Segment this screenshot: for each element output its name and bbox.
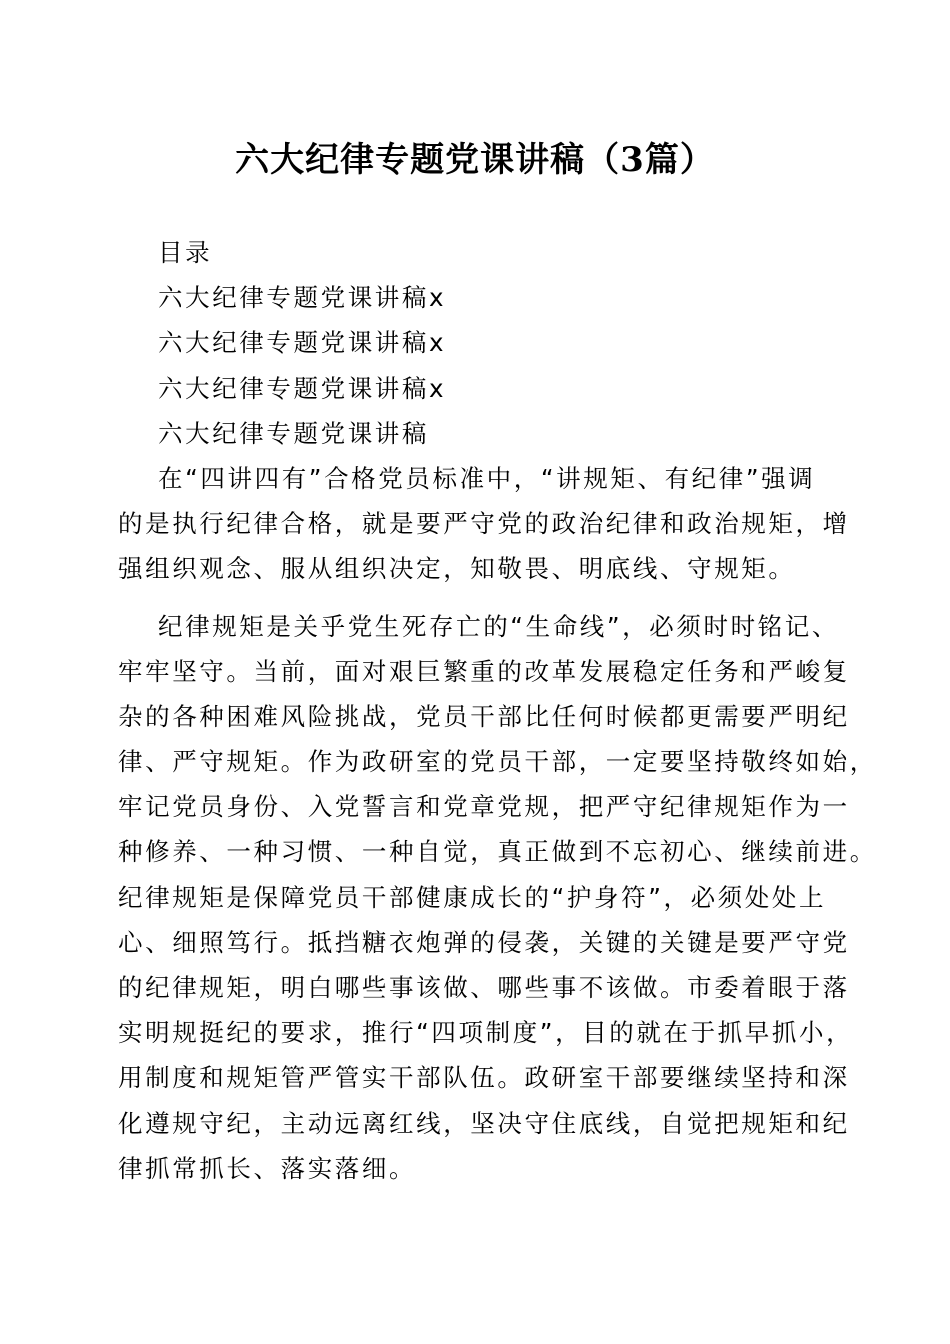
paragraph-line: 实明规挺纪的要求，推行“四项制度”，目的就在于抓早抓小，: [118, 1018, 854, 1048]
paragraph-line: 的是执行纪律合格，就是要严守党的政治纪律和政治规矩，增: [118, 509, 850, 539]
paragraph-line: 在“四讲四有”合格党员标准中，“讲规矩、有纪律”强调: [158, 463, 816, 493]
paragraph-2: [118, 604, 877, 1191]
toc-item: 六大纪律专题党课讲稿x: [158, 373, 447, 403]
paragraph-line: 纪律规矩是保障党员干部健康成长的“护身符”，必须处处上: [118, 882, 827, 912]
document-body: [118, 230, 877, 1191]
document-title: 六大纪律专题党课讲稿（3篇）: [235, 140, 715, 180]
paragraph-line: 律抓常抓长、落实落细。: [118, 1153, 417, 1183]
paragraph-line: 纪律规矩是关乎党生死存亡的“生命线”，必须时时铭记、: [158, 611, 839, 641]
toc-item: 六大纪律专题党课讲稿x: [158, 283, 447, 313]
paragraph-line: 牢牢坚守。当前，面对艰巨繁重的改革发展稳定任务和严峻复: [118, 656, 850, 686]
paragraph-line: 律、严守规矩。作为政研室的党员干部，一定要坚持敬终如始，: [118, 747, 877, 777]
paragraph-line: 用制度和规矩管严管实干部队伍。政研室干部要继续坚持和深: [118, 1063, 850, 1093]
paragraph-line: 牢记党员身份、入党誓言和党章党规，把严守纪律规矩作为一: [118, 792, 850, 822]
paragraph-spacer: [118, 592, 840, 604]
paragraph-line: 种修养、一种习惯、一种自觉，真正做到不忘初心、继续前进。: [118, 837, 877, 867]
paragraph-line: 的纪律规矩，明白哪些事该做、哪些事不该做。市委着眼于落: [118, 973, 850, 1002]
toc-heading: 目录: [158, 238, 213, 267]
paragraph-1: [118, 456, 850, 592]
toc-item: 六大纪律专题党课讲稿x: [158, 328, 447, 358]
paragraph-line: 杂的各种困难风险挑战，党员干部比任何时候都更需要严明纪: [118, 701, 850, 731]
paragraph-line: 心、细照笃行。抵挡糖衣炮弹的侵袭，关键的关键是要严守党: [118, 927, 850, 957]
section-title: 六大纪律专题党课讲稿: [158, 418, 429, 448]
paragraph-line: 化遵规守纪，主动远离红线，坚决守住底线，自觉把规矩和纪: [118, 1108, 850, 1138]
paragraph-line: 强组织观念、服从组织决定，知敬畏、明底线、守规矩。: [118, 554, 796, 584]
